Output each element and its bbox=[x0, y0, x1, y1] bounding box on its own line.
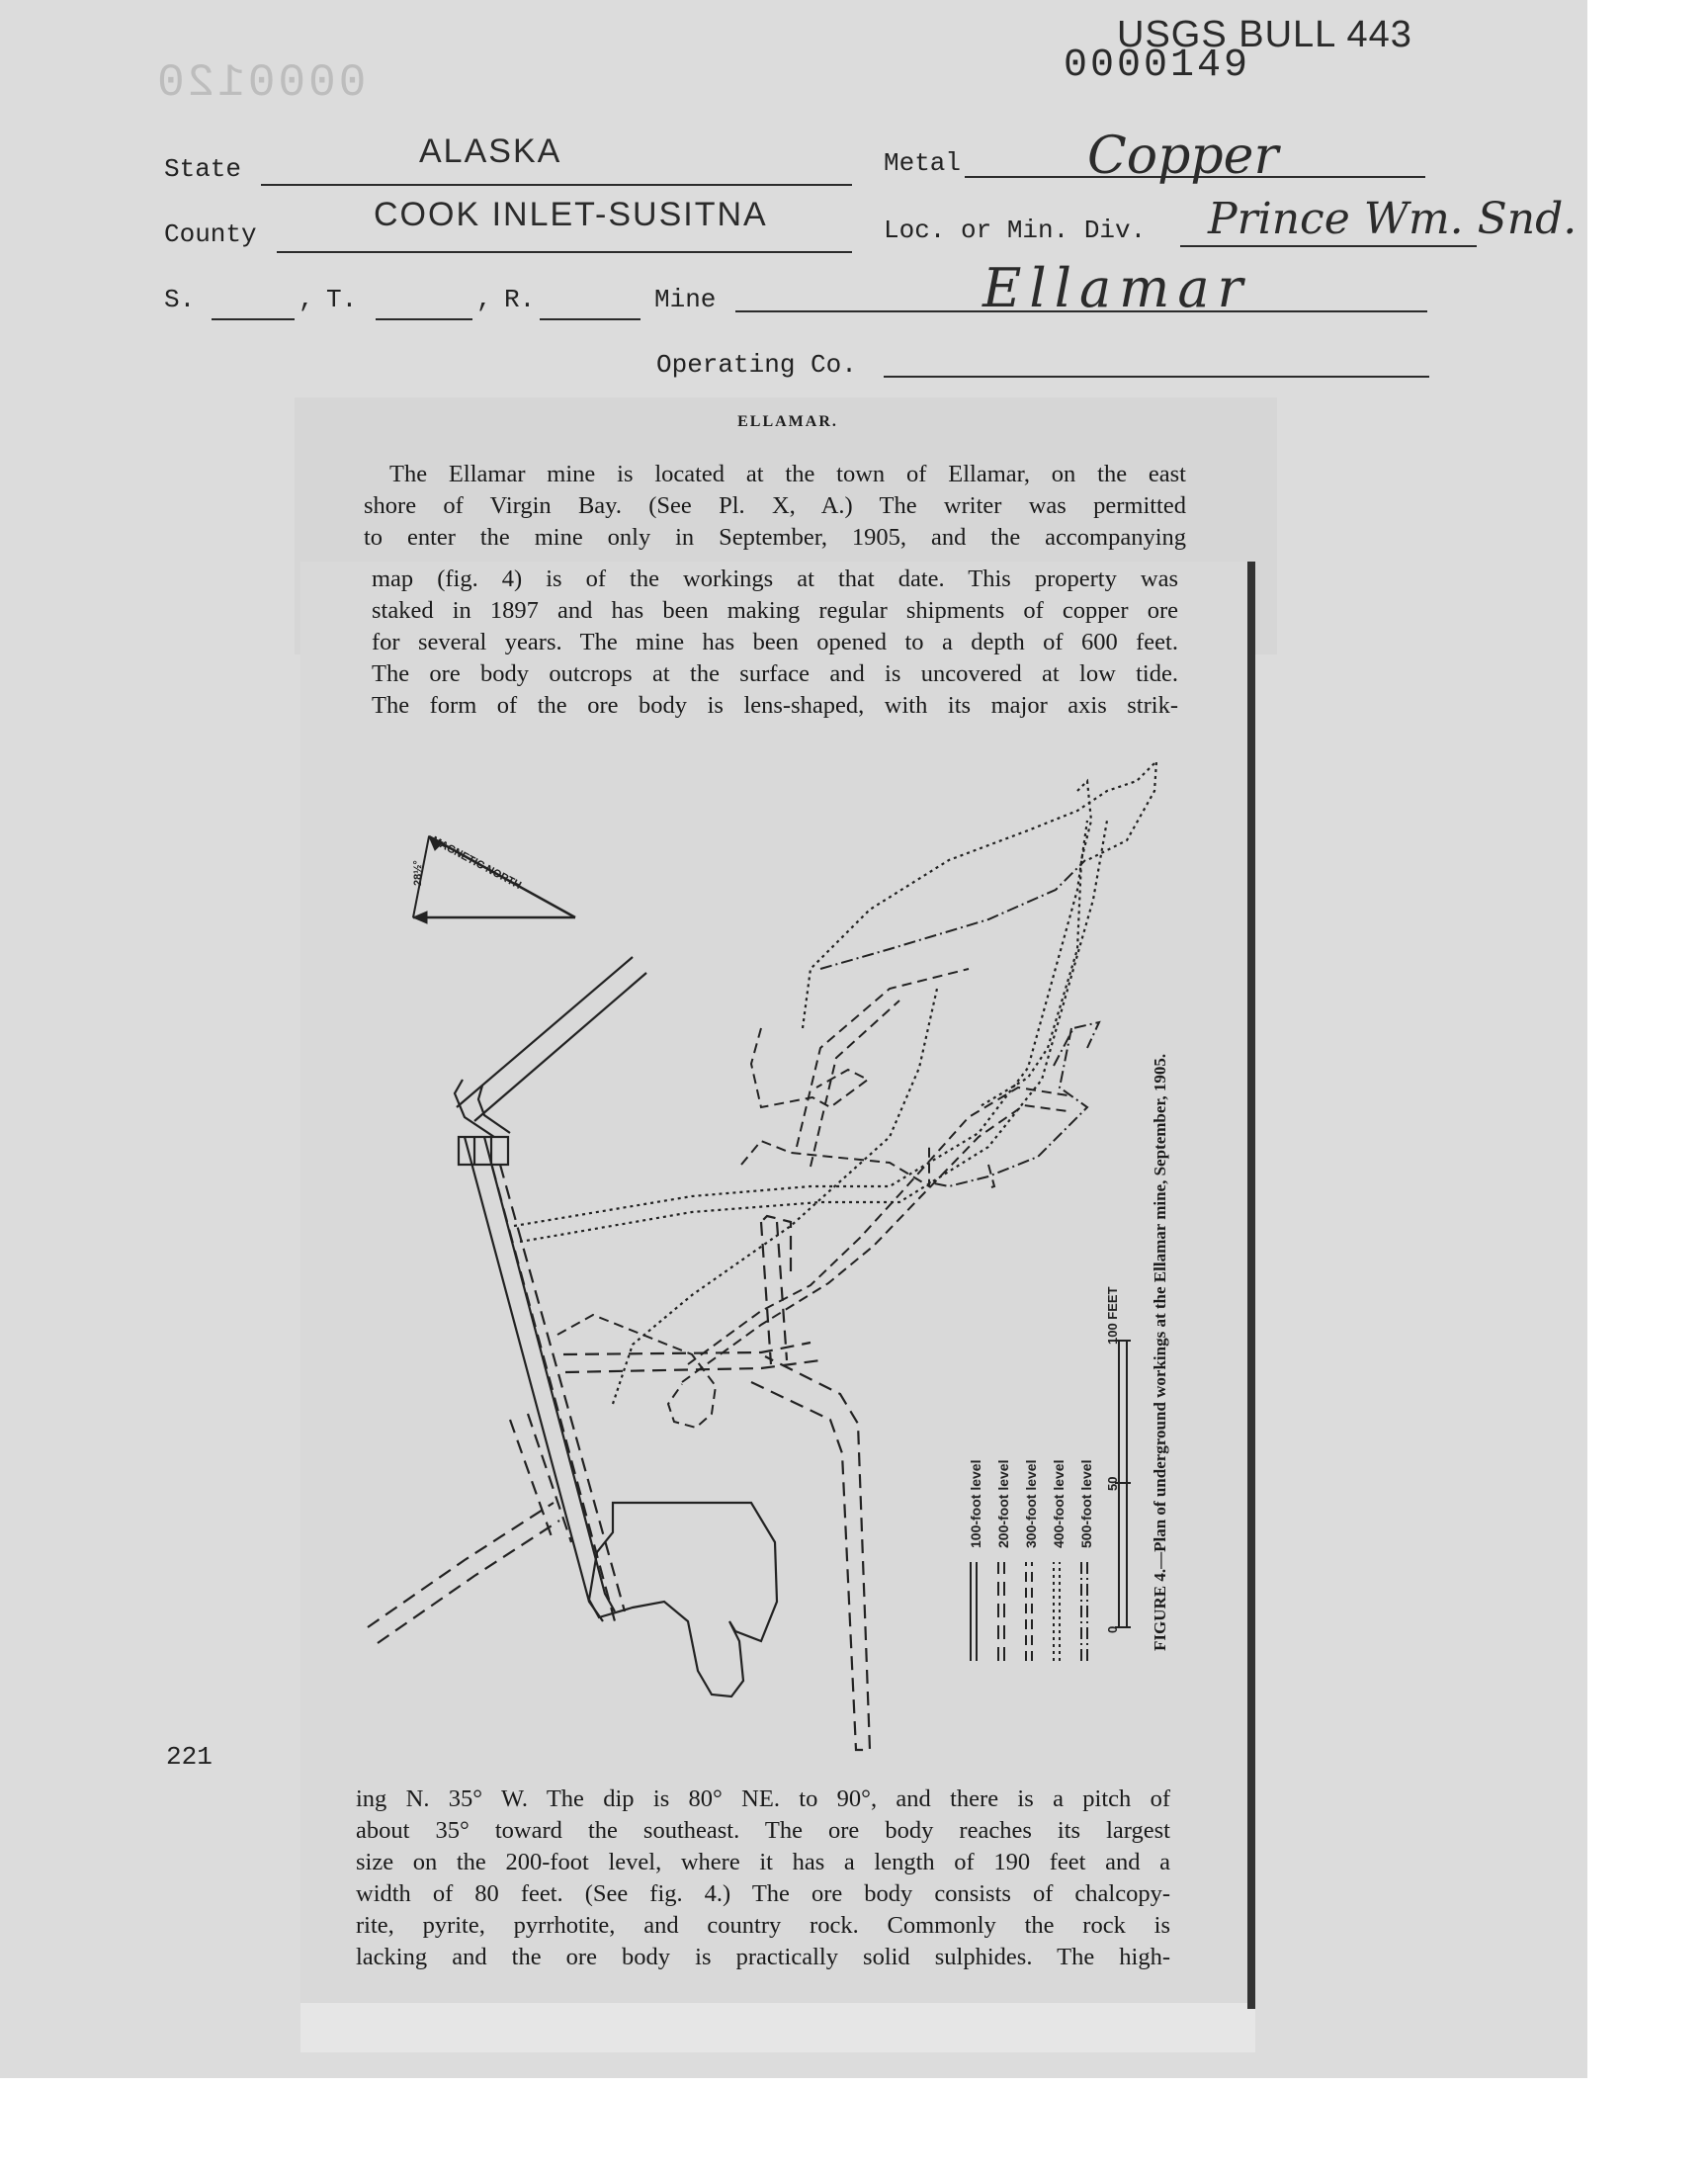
section-label: S. bbox=[164, 285, 196, 314]
metal-label: Metal bbox=[884, 148, 962, 178]
scale-label-100: 100 FEET bbox=[1105, 1286, 1120, 1345]
text-line: width of 80 feet. (See fig. 4.) The ore body consists of chalcopy- bbox=[356, 1880, 1170, 1907]
map-legend bbox=[971, 1562, 1087, 1661]
level-200-workings bbox=[368, 1165, 870, 1750]
text-line: about 35° toward the southeast. The ore body reaches its largest bbox=[356, 1817, 1170, 1844]
text-line: rite, pyrite, pyrrhotite, and country rock. Commonly the rock is bbox=[356, 1912, 1170, 1939]
text-line: for several years. The mine has been opened to a depth of 600 feet. bbox=[372, 629, 1178, 655]
section-heading: ELLAMAR. bbox=[737, 413, 838, 430]
page-number: 221 bbox=[166, 1742, 213, 1772]
declination-label: 28½° bbox=[412, 860, 424, 886]
text-line: map (fig. 4) is of the workings at that date. This property was bbox=[372, 566, 1178, 592]
text-line: to enter the mine only in September, 1905, and the accompanying bbox=[364, 524, 1186, 551]
text-line: The Ellamar mine is located at the town of Ellamar, on the east bbox=[389, 461, 1186, 487]
bulletin-reference: USGS BULL 443 bbox=[1117, 14, 1412, 55]
legend-label-100: 100-foot level bbox=[968, 1459, 983, 1548]
township-label: T. bbox=[326, 285, 358, 314]
county-value: COOK INLET-SUSITNA bbox=[374, 196, 768, 233]
mine-value: Ellamar bbox=[982, 257, 1251, 319]
mine-label: Mine bbox=[654, 285, 717, 314]
text-line: staked in 1897 and has been making regular shipments of copper ore bbox=[372, 597, 1178, 624]
legend-label-500: 500-foot level bbox=[1078, 1459, 1094, 1548]
county-label: County bbox=[164, 219, 257, 249]
magnetic-north-label: MAGNETIC NORTH bbox=[429, 834, 524, 892]
record-number-stamp: 0000149 bbox=[1064, 44, 1251, 88]
state-label: State bbox=[164, 154, 242, 184]
paragraph-ore-body bbox=[356, 1784, 1170, 1973]
level-100-workings bbox=[455, 957, 777, 1696]
metal-value: Copper bbox=[1087, 127, 1279, 186]
level-400-workings bbox=[514, 761, 1156, 1404]
operating-company-label: Operating Co. bbox=[656, 350, 857, 380]
text-line: The form of the ore body is lens-shaped, with its major axis strik- bbox=[372, 692, 1178, 719]
text-line: The ore body outcrops at the surface and is uncovered at low tide. bbox=[372, 660, 1178, 687]
legend-label-300: 300-foot level bbox=[1023, 1459, 1039, 1548]
text-line: shore of Virgin Bay. (See Pl. X, A.) The writer was permitted bbox=[364, 492, 1186, 519]
scale-label-0: 0 bbox=[1105, 1625, 1120, 1633]
range-label: R. bbox=[504, 285, 536, 314]
text-line: ing N. 35° W. The dip is 80° NE. to 90°, and there is a pitch of bbox=[356, 1785, 1170, 1812]
text-line: lacking and the ore body is practically solid sulphides. The high- bbox=[356, 1944, 1170, 1970]
state-value: ALASKA bbox=[419, 132, 562, 170]
loc-label: Loc. or Min. Div. bbox=[884, 216, 1147, 245]
level-300-workings bbox=[557, 969, 1068, 1428]
figure-caption: FIGURE 4.—Plan of underground workings at the Ellamar mine, September, 1905. bbox=[1151, 1053, 1169, 1651]
legend-label-400: 400-foot level bbox=[1051, 1459, 1067, 1548]
faint-bleedthrough-stamp: 0000120 bbox=[154, 57, 367, 109]
north-arrow-icon bbox=[413, 836, 575, 923]
loc-value: Prince Wm. Snd. bbox=[1208, 194, 1578, 244]
legend-label-200: 200-foot level bbox=[995, 1459, 1011, 1548]
scale-label-50: 50 bbox=[1105, 1476, 1120, 1491]
text-line: size on the 200-foot level, where it has a length of 190 feet and a bbox=[356, 1849, 1170, 1875]
